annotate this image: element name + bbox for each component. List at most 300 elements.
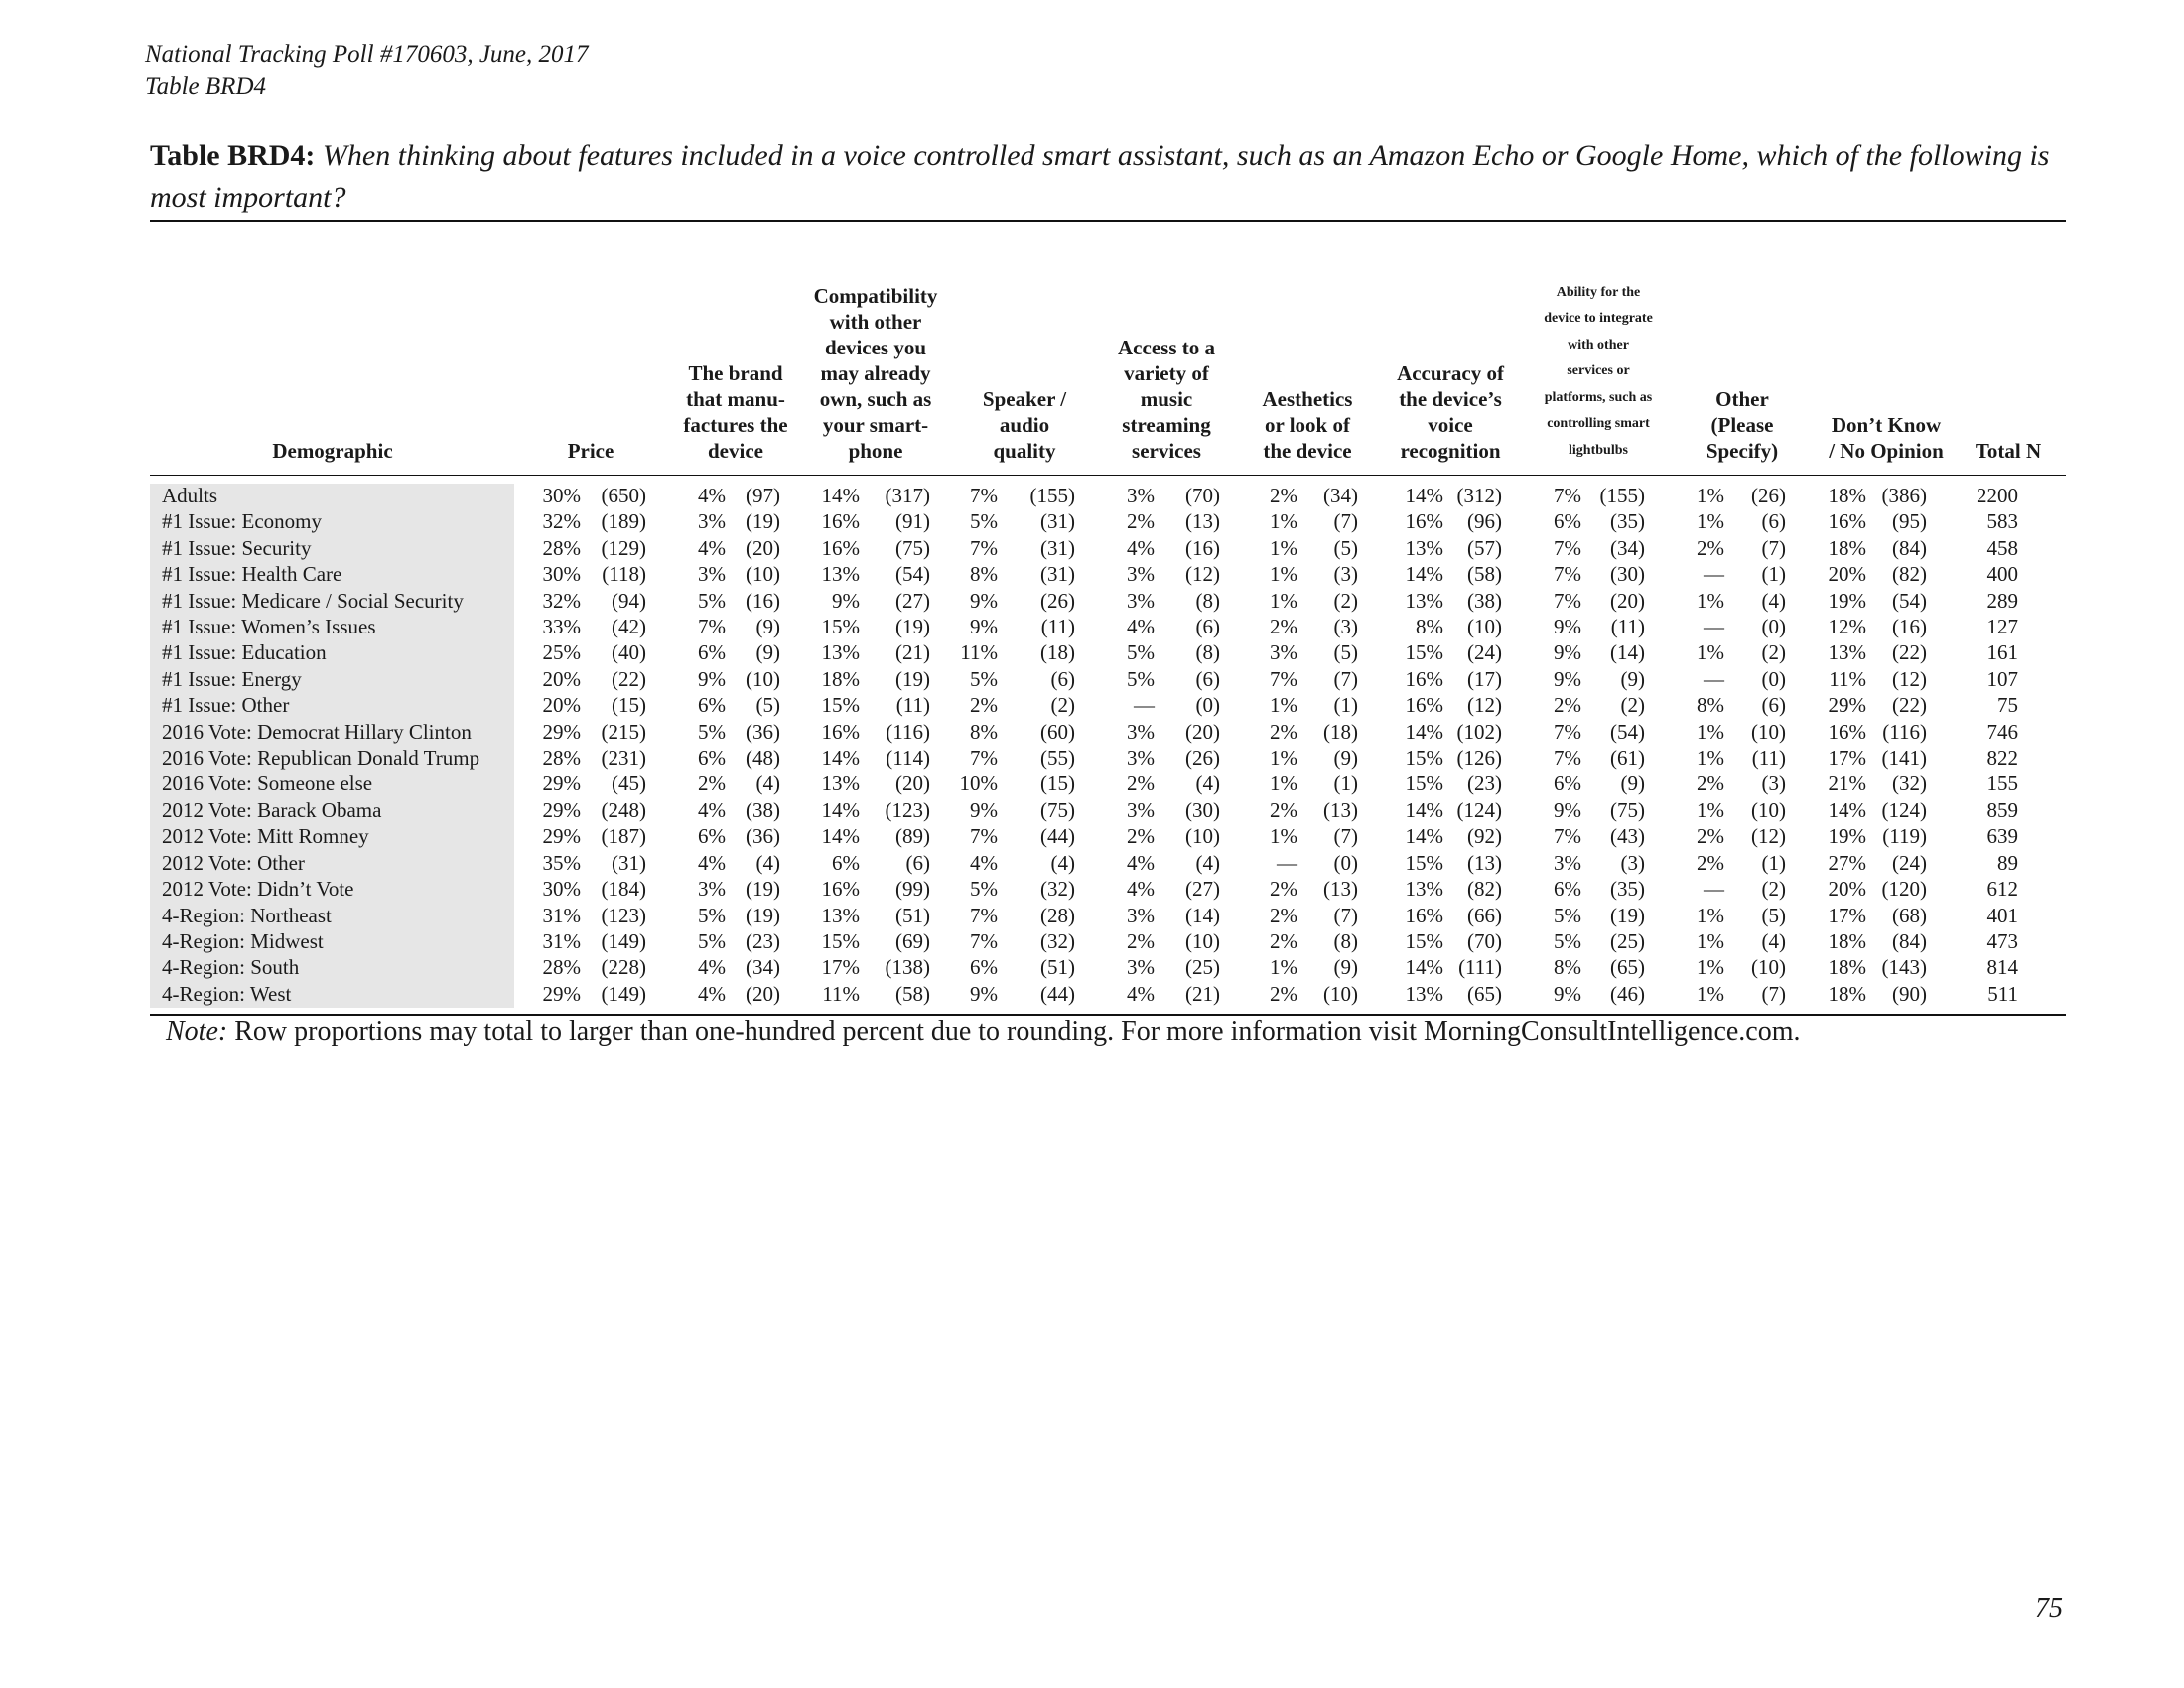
percent-cell: 20% — [1828, 562, 1866, 587]
count-cell: (9) — [1620, 772, 1645, 796]
percent-cell: 9% — [1554, 640, 1581, 665]
count-cell: (21) — [895, 640, 930, 665]
count-cell: (38) — [746, 797, 780, 822]
percent-cell: 3% — [698, 562, 726, 587]
percent-cell: 25% — [542, 640, 581, 665]
count-cell: (23) — [1467, 772, 1502, 796]
note-text: Row proportions may total to larger than one-hundred percent due to rounding. For more information visit MorningConsultIntelligence.com. — [234, 1016, 1801, 1047]
poll-name: National Tracking Poll #170603, June, 2017 — [145, 41, 589, 68]
count-cell: (184) — [601, 877, 646, 902]
total-n-cell: 612 — [1986, 877, 2018, 902]
count-cell: (26) — [1751, 484, 1786, 507]
percent-cell: 6% — [698, 746, 726, 771]
percent-cell: 8% — [970, 719, 998, 744]
count-cell: (6) — [905, 850, 930, 875]
percent-cell: 13% — [821, 640, 860, 665]
percent-cell: 19% — [1828, 824, 1866, 849]
percent-cell: 1% — [1270, 509, 1297, 534]
percent-cell: 3% — [1270, 640, 1297, 665]
table-row — [150, 981, 2018, 1007]
total-n-cell: 161 — [1986, 640, 2018, 665]
table-row — [150, 771, 2018, 796]
count-cell: (46) — [1610, 981, 1645, 1006]
count-cell: (26) — [1040, 588, 1075, 613]
count-cell: (1) — [1761, 850, 1786, 875]
col-header-total: Total N — [1975, 439, 2042, 463]
count-cell: (22) — [1892, 693, 1927, 718]
col-header-demographic: Demographic — [272, 439, 393, 463]
percent-cell: 1% — [1697, 955, 1724, 980]
percent-cell: 7% — [970, 535, 998, 560]
count-cell: (25) — [1185, 955, 1220, 980]
total-n-cell: 822 — [1986, 746, 2018, 771]
count-cell: (32) — [1892, 772, 1927, 796]
percent-cell: 20% — [542, 666, 581, 691]
demographic-label: #1 Issue: Economy — [162, 509, 322, 534]
count-cell: (36) — [746, 824, 780, 849]
percent-cell: — — [1704, 562, 1724, 587]
count-cell: (17) — [1467, 666, 1502, 691]
count-cell: (95) — [1892, 509, 1927, 534]
percent-cell: 30% — [542, 562, 581, 587]
count-cell: (19) — [1610, 903, 1645, 927]
total-n-cell: 2200 — [1977, 484, 2018, 507]
percent-cell: 3% — [1554, 850, 1581, 875]
table-row — [150, 508, 2018, 534]
count-cell: (18) — [1040, 640, 1075, 665]
table-note — [166, 1014, 1801, 1050]
percent-cell: 3% — [1127, 588, 1155, 613]
percent-cell: 35% — [542, 850, 581, 875]
percent-cell: 2% — [1697, 850, 1724, 875]
count-cell: (123) — [601, 903, 646, 927]
count-cell: (48) — [746, 746, 780, 771]
count-cell: (42) — [612, 615, 646, 639]
percent-cell: 1% — [1697, 981, 1724, 1006]
count-cell: (7) — [1761, 535, 1786, 560]
table-row — [150, 719, 2018, 745]
count-cell: (155) — [1599, 484, 1645, 507]
percent-cell: 14% — [821, 824, 860, 849]
count-cell: (24) — [1467, 640, 1502, 665]
percent-cell: 7% — [1554, 588, 1581, 613]
count-cell: (54) — [1610, 719, 1645, 744]
percent-cell: 20% — [542, 693, 581, 718]
percent-cell: 10% — [959, 772, 998, 796]
total-n-cell: 511 — [1987, 981, 2018, 1006]
count-cell: (5) — [1333, 535, 1358, 560]
count-cell: (120) — [1881, 877, 1927, 902]
percent-cell: 2% — [1127, 824, 1155, 849]
percent-cell: 2% — [1554, 693, 1581, 718]
percent-cell: 32% — [542, 588, 581, 613]
percent-cell: 2% — [1270, 981, 1297, 1006]
percent-cell: 30% — [542, 484, 581, 507]
total-n-cell: 75 — [1997, 693, 2018, 718]
count-cell: (187) — [601, 824, 646, 849]
percent-cell: 16% — [1405, 666, 1443, 691]
percent-cell: 9% — [970, 588, 998, 613]
percent-cell: 7% — [970, 746, 998, 771]
percent-cell: 3% — [698, 877, 726, 902]
demographic-label: 2012 Vote: Mitt Romney — [162, 824, 369, 849]
total-n-cell: 746 — [1986, 719, 2018, 744]
count-cell: (4) — [1761, 588, 1786, 613]
count-cell: (10) — [1751, 955, 1786, 980]
demographic-label: Adults — [162, 484, 218, 507]
count-cell: (2) — [1761, 877, 1786, 902]
count-cell: (40) — [612, 640, 646, 665]
percent-cell: 1% — [1697, 928, 1724, 953]
percent-cell: 12% — [1828, 615, 1866, 639]
percent-cell: 4% — [1127, 981, 1155, 1006]
count-cell: (149) — [601, 928, 646, 953]
count-cell: (31) — [1040, 535, 1075, 560]
table-row — [150, 535, 2018, 561]
percent-cell: 7% — [970, 824, 998, 849]
percent-cell: 9% — [698, 666, 726, 691]
count-cell: (11) — [1040, 615, 1075, 639]
percent-cell: 6% — [832, 850, 860, 875]
count-cell: (19) — [895, 615, 930, 639]
count-cell: (11) — [1751, 746, 1786, 771]
percent-cell: 18% — [1828, 484, 1866, 507]
percent-cell: 5% — [1127, 666, 1155, 691]
count-cell: (13) — [1467, 850, 1502, 875]
count-cell: (27) — [1185, 877, 1220, 902]
percent-cell: 13% — [1405, 588, 1443, 613]
percent-cell: 5% — [970, 509, 998, 534]
count-cell: (84) — [1892, 928, 1927, 953]
percent-cell: 1% — [1270, 693, 1297, 718]
percent-cell: 4% — [698, 484, 726, 507]
table-row — [150, 903, 2018, 928]
percent-cell: 29% — [542, 981, 581, 1006]
percent-cell: 4% — [1127, 850, 1155, 875]
count-cell: (4) — [1761, 928, 1786, 953]
count-cell: (114) — [886, 746, 930, 771]
count-cell: (19) — [746, 509, 780, 534]
percent-cell: 19% — [1828, 588, 1866, 613]
count-cell: (231) — [601, 746, 646, 771]
percent-cell: 1% — [1270, 955, 1297, 980]
count-cell: (11) — [895, 693, 930, 718]
percent-cell: 1% — [1270, 746, 1297, 771]
count-cell: (149) — [601, 981, 646, 1006]
count-cell: (9) — [1333, 746, 1358, 771]
percent-cell: 20% — [1828, 877, 1866, 902]
percent-cell: 15% — [821, 615, 860, 639]
count-cell: (82) — [1467, 877, 1502, 902]
count-cell: (3) — [1333, 615, 1358, 639]
percent-cell: 14% — [1405, 955, 1443, 980]
count-cell: (6) — [1761, 509, 1786, 534]
count-cell: (19) — [746, 903, 780, 927]
count-cell: (51) — [895, 903, 930, 927]
count-cell: (32) — [1040, 928, 1075, 953]
percent-cell: 6% — [1554, 877, 1581, 902]
percent-cell: 13% — [1405, 981, 1443, 1006]
count-cell: (20) — [1610, 588, 1645, 613]
percent-cell: — — [1704, 615, 1724, 639]
percent-cell: 5% — [698, 588, 726, 613]
percent-cell: 31% — [542, 928, 581, 953]
table-question: When thinking about features included in a voice controlled smart assistant, such as an Amazon Echo or Google Home, which of the following is most important? — [150, 139, 2050, 213]
table-row — [150, 483, 2018, 508]
count-cell: (30) — [1185, 797, 1220, 822]
count-cell: (20) — [1185, 719, 1220, 744]
percent-cell: 2% — [1270, 484, 1297, 507]
total-n-cell: 127 — [1986, 615, 2018, 639]
percent-cell: 9% — [1554, 666, 1581, 691]
count-cell: (99) — [895, 877, 930, 902]
percent-cell: 2% — [1270, 928, 1297, 953]
percent-cell: 7% — [1554, 746, 1581, 771]
top-rule — [150, 220, 2066, 222]
count-cell: (34) — [746, 955, 780, 980]
percent-cell: 15% — [1405, 928, 1443, 953]
count-cell: (8) — [1195, 640, 1220, 665]
percent-cell: 8% — [1554, 955, 1581, 980]
demographic-label: #1 Issue: Other — [162, 693, 290, 718]
count-cell: (20) — [895, 772, 930, 796]
count-cell: (43) — [1610, 824, 1645, 849]
percent-cell: 7% — [698, 615, 726, 639]
percent-cell: 13% — [1405, 535, 1443, 560]
percent-cell: 2% — [698, 772, 726, 796]
percent-cell: 13% — [821, 562, 860, 587]
count-cell: (70) — [1185, 484, 1220, 507]
count-cell: (20) — [746, 535, 780, 560]
page-number: 75 — [2035, 1593, 2063, 1623]
count-cell: (44) — [1040, 824, 1075, 849]
count-cell: (91) — [895, 509, 930, 534]
col-header-aesthetics: Aesthetics or look of the device — [1262, 387, 1353, 463]
count-cell: (312) — [1456, 484, 1502, 507]
percent-cell: 8% — [970, 562, 998, 587]
count-cell: (12) — [1751, 824, 1786, 849]
percent-cell: 18% — [1828, 928, 1866, 953]
percent-cell: 2% — [1270, 719, 1297, 744]
total-n-cell: 89 — [1997, 850, 2018, 875]
count-cell: (26) — [1185, 746, 1220, 771]
percent-cell: 1% — [1697, 719, 1724, 744]
percent-cell: 4% — [698, 850, 726, 875]
count-cell: (124) — [1881, 797, 1927, 822]
count-cell: (35) — [1610, 509, 1645, 534]
percent-cell: 16% — [1405, 693, 1443, 718]
count-cell: (66) — [1467, 903, 1502, 927]
count-cell: (8) — [1333, 928, 1358, 953]
percent-cell: 1% — [1270, 824, 1297, 849]
count-cell: (22) — [1892, 640, 1927, 665]
count-cell: (0) — [1333, 850, 1358, 875]
percent-cell: 29% — [542, 824, 581, 849]
count-cell: (4) — [1050, 850, 1075, 875]
count-cell: (34) — [1610, 535, 1645, 560]
table-row — [150, 850, 2018, 876]
percent-cell: 30% — [542, 877, 581, 902]
percent-cell: 14% — [1405, 719, 1443, 744]
percent-cell: 29% — [542, 719, 581, 744]
count-cell: (97) — [746, 484, 780, 507]
percent-cell: 32% — [542, 509, 581, 534]
percent-cell: 18% — [821, 666, 860, 691]
count-cell: (54) — [1892, 588, 1927, 613]
percent-cell: 5% — [970, 877, 998, 902]
col-header-brand: The brand that manu- factures the device — [683, 361, 788, 463]
count-cell: (9) — [1333, 955, 1358, 980]
count-cell: (0) — [1761, 666, 1786, 691]
demographic-label: 2012 Vote: Other — [162, 850, 305, 875]
percent-cell: 5% — [1554, 903, 1581, 927]
count-cell: (11) — [1610, 615, 1645, 639]
total-n-cell: 859 — [1986, 797, 2018, 822]
percent-cell: 1% — [1697, 588, 1724, 613]
count-cell: (4) — [1195, 850, 1220, 875]
percent-cell: 5% — [698, 903, 726, 927]
count-cell: (60) — [1040, 719, 1075, 744]
percent-cell: 6% — [698, 824, 726, 849]
count-cell: (96) — [1467, 509, 1502, 534]
total-n-cell: 458 — [1986, 535, 2018, 560]
percent-cell: 3% — [1127, 746, 1155, 771]
count-cell: (75) — [1040, 797, 1075, 822]
count-cell: (10) — [746, 666, 780, 691]
count-cell: (3) — [1333, 562, 1358, 587]
percent-cell: 16% — [821, 719, 860, 744]
total-n-cell: 400 — [1986, 562, 2018, 587]
demographic-label: 4-Region: Midwest — [162, 928, 324, 953]
percent-cell: 16% — [821, 877, 860, 902]
demographic-label: #1 Issue: Energy — [162, 666, 302, 691]
total-n-cell: 814 — [1986, 955, 2018, 980]
percent-cell: 13% — [821, 903, 860, 927]
percent-cell: 16% — [821, 509, 860, 534]
percent-cell: 2% — [1270, 877, 1297, 902]
percent-cell: 1% — [1270, 588, 1297, 613]
count-cell: (10) — [1323, 981, 1358, 1006]
count-cell: (10) — [1185, 928, 1220, 953]
count-cell: (7) — [1761, 981, 1786, 1006]
percent-cell: 27% — [1828, 850, 1866, 875]
count-cell: (189) — [601, 509, 646, 534]
percent-cell: 6% — [698, 693, 726, 718]
count-cell: (69) — [895, 928, 930, 953]
percent-cell: — — [1704, 877, 1724, 902]
demographic-label: #1 Issue: Health Care — [162, 562, 342, 587]
count-cell: (16) — [1185, 535, 1220, 560]
percent-cell: 14% — [821, 484, 860, 507]
percent-cell: 8% — [1416, 615, 1443, 639]
percent-cell: 5% — [970, 666, 998, 691]
demographic-label: 2012 Vote: Didn’t Vote — [162, 877, 354, 902]
count-cell: (90) — [1892, 981, 1927, 1006]
count-cell: (2) — [1050, 693, 1075, 718]
count-cell: (4) — [1195, 772, 1220, 796]
count-cell: (58) — [895, 981, 930, 1006]
count-cell: (12) — [1185, 562, 1220, 587]
percent-cell: 3% — [1127, 903, 1155, 927]
percent-cell: 28% — [542, 535, 581, 560]
table-row — [150, 692, 2018, 718]
table-row — [150, 954, 2018, 980]
count-cell: (129) — [601, 535, 646, 560]
percent-cell: 1% — [1697, 797, 1724, 822]
total-n-cell: 583 — [1986, 509, 2018, 534]
percent-cell: 16% — [1828, 509, 1866, 534]
count-cell: (2) — [1761, 640, 1786, 665]
percent-cell: 2% — [1697, 772, 1724, 796]
percent-cell: 28% — [542, 746, 581, 771]
percent-cell: 3% — [1127, 484, 1155, 507]
count-cell: (3) — [1620, 850, 1645, 875]
count-cell: (19) — [746, 877, 780, 902]
col-header-dont-know: Don’t Know / No Opinion — [1829, 413, 1944, 463]
header-rule — [150, 475, 2066, 476]
count-cell: (13) — [1185, 509, 1220, 534]
count-cell: (5) — [1761, 903, 1786, 927]
percent-cell: 5% — [1127, 640, 1155, 665]
total-n-cell: 401 — [1986, 903, 2018, 927]
count-cell: (14) — [1610, 640, 1645, 665]
percent-cell: 2% — [1127, 928, 1155, 953]
percent-cell: 8% — [1697, 693, 1724, 718]
count-cell: (27) — [895, 588, 930, 613]
percent-cell: 9% — [1554, 615, 1581, 639]
percent-cell: 15% — [1405, 772, 1443, 796]
count-cell: (143) — [1881, 955, 1927, 980]
percent-cell: 7% — [1554, 562, 1581, 587]
percent-cell: 6% — [1554, 509, 1581, 534]
count-cell: (4) — [755, 850, 780, 875]
percent-cell: — — [1704, 666, 1724, 691]
percent-cell: 4% — [1127, 535, 1155, 560]
col-header-music: Access to a variety of music streaming services — [1118, 336, 1215, 463]
results-table — [150, 483, 2018, 1007]
count-cell: (75) — [1610, 797, 1645, 822]
table-title — [150, 135, 2066, 218]
percent-cell: 5% — [1554, 928, 1581, 953]
percent-cell: 9% — [832, 588, 860, 613]
count-cell: (61) — [1610, 746, 1645, 771]
percent-cell: 15% — [1405, 640, 1443, 665]
percent-cell: 9% — [1554, 797, 1581, 822]
count-cell: (84) — [1892, 535, 1927, 560]
count-cell: (16) — [746, 588, 780, 613]
count-cell: (92) — [1467, 824, 1502, 849]
count-cell: (6) — [1050, 666, 1075, 691]
percent-cell: 16% — [1405, 903, 1443, 927]
percent-cell: 11% — [822, 981, 860, 1006]
count-cell: (124) — [1456, 797, 1502, 822]
percent-cell: 3% — [698, 509, 726, 534]
percent-cell: 7% — [1554, 535, 1581, 560]
table-row — [150, 666, 2018, 692]
demographic-label: 4-Region: South — [162, 955, 300, 980]
count-cell: (6) — [1195, 615, 1220, 639]
count-cell: (9) — [755, 640, 780, 665]
percent-cell: 1% — [1270, 772, 1297, 796]
percent-cell: 1% — [1697, 746, 1724, 771]
count-cell: (141) — [1881, 746, 1927, 771]
percent-cell: 1% — [1270, 562, 1297, 587]
demographic-label: 4-Region: West — [162, 981, 292, 1006]
percent-cell: 3% — [1127, 797, 1155, 822]
percent-cell: 18% — [1828, 981, 1866, 1006]
percent-cell: 15% — [821, 928, 860, 953]
percent-cell: 11% — [960, 640, 998, 665]
